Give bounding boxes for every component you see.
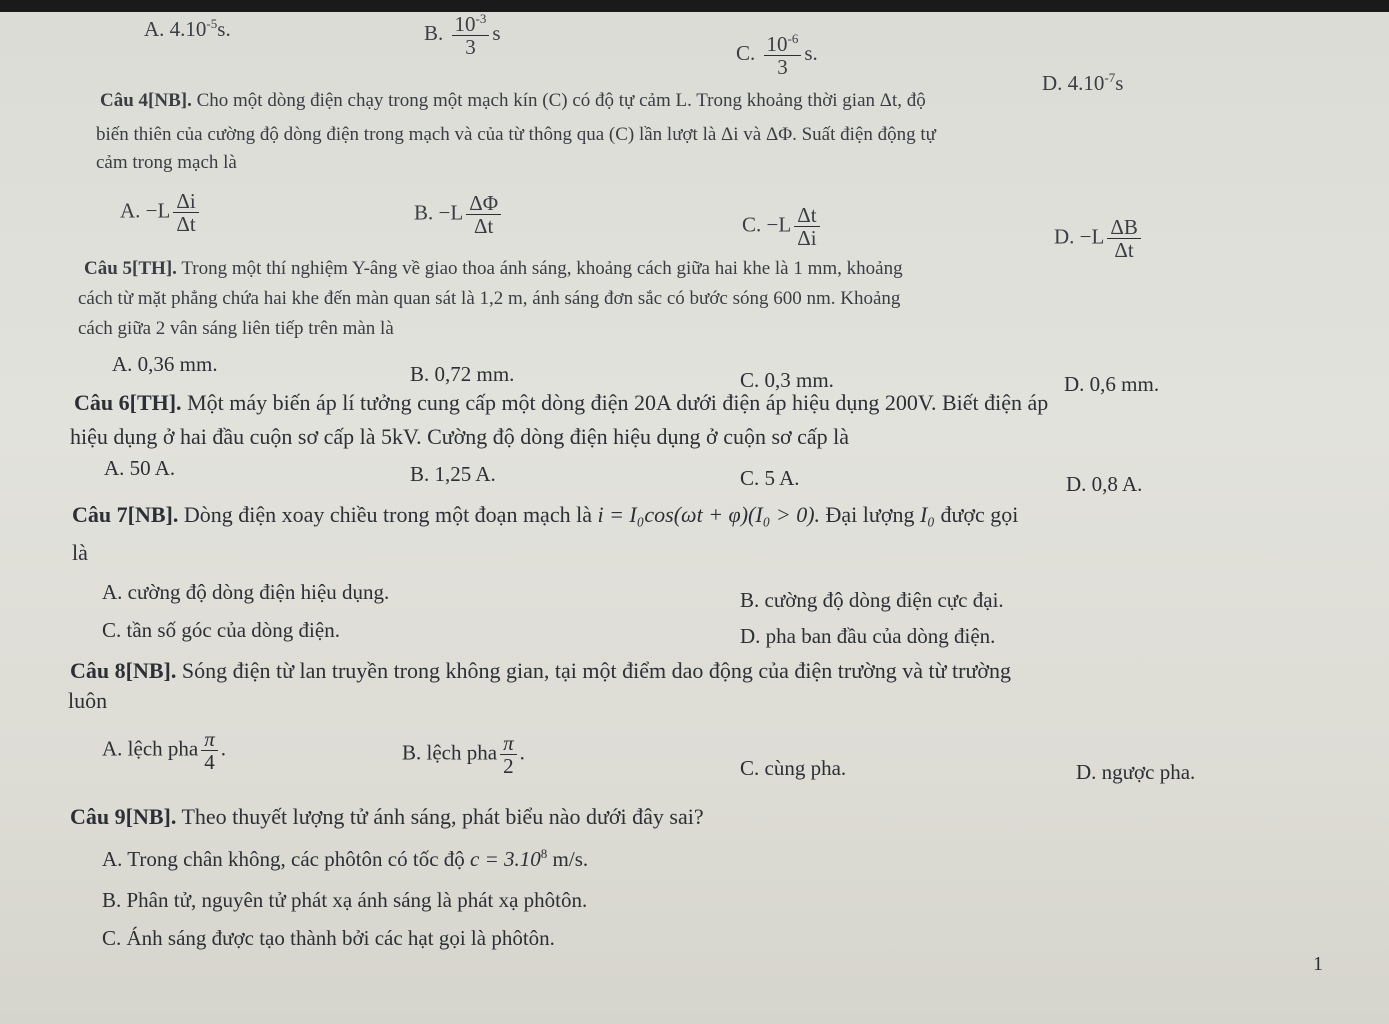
q8-line-1: Câu 8[NB]. Sóng điện từ lan truyền trong không gian, tại một điểm dao động của điện trường và từ trường [70,658,1012,683]
q5-line-2: cách từ mặt phẳng chứa hai khe đến màn quan sát là 1,2 m, ánh sáng đơn sắc có bước sóng 600 nm. Khoảng [78,288,901,309]
q9-option-a: A. Trong chân không, các phôtôn có tốc độ $c = 3.10^8$ m/s. [102,846,589,871]
q4-option-a: A. −L $\frac{\Delta i}{\Delta t}$ [120,190,202,235]
q4-option-d: D. −L $\frac{\Delta B}{\Delta t}$ [1054,216,1144,261]
exam-page [0,12,1389,1024]
q5-option-b: B. 0,72 mm. [410,362,515,386]
q6-option-a: A. 50 A. [104,456,176,480]
q5-option-a: A. 0,36 mm. [112,352,218,376]
q9-line-1: Câu 9[NB]. Theo thuyết lượng tử ánh sáng, phát biểu nào dưới đây sai? [70,804,704,829]
q5-option-d: D. 0,6 mm. [1064,372,1160,396]
q8-option-d: D. ngược pha. [1076,760,1196,784]
q7-line-1: Câu 7[NB]. Dòng điện xoay chiều trong một đoạn mạch là i = I₀cos(ωt + φ)(I₀ > 0). Đại lượng I₀ được gọi [72,502,1019,527]
q4-line-2: biến thiên của cường độ dòng điện trong mạch và của từ thông qua (C) lần lượt là Δi và ΔΦ. Suất điện động tự [96,124,936,145]
q5-line-3: cách giữa 2 vân sáng liên tiếp trên màn là [78,318,394,339]
q9-option-b: B. Phân tử, nguyên tử phát xạ ánh sáng là phát xạ phôtôn. [102,888,588,912]
q4-option-c: C. −L $\frac{\Delta t}{\Delta i}$ [742,204,823,249]
q7-formula: i = I₀cos(ωt + φ)(I₀ > 0). [597,502,821,527]
q3-option-c: C. $\frac{10^{-6}}{3}$ s. [736,31,818,80]
q6-option-d: D. 0,8 A. [1066,472,1143,496]
q5-option-c: C. 0,3 mm. [740,368,834,392]
q4-option-b: B. −L $\frac{\Delta\Phi}{\Delta t}$ [414,192,504,237]
q7-option-d: D. pha ban đầu của dòng điện. [740,624,996,648]
q8-option-a: A. lệch pha $\frac{\pi}{4}$ . [102,727,226,775]
q9-option-c: C. Ánh sáng được tạo thành bởi các hạt gọi là phôtôn. [102,926,555,950]
q6-option-c: C. 5 A. [740,466,800,490]
q4-line-1: Câu 4[NB]. Cho một dòng điện chạy trong một mạch kín (C) có độ tự cảm L. Trong khoảng thời gian Δt, độ [100,90,926,111]
q7-option-b: B. cường độ dòng điện cực đại. [740,588,1004,612]
q3-option-d: D. $4.10^{-7}s$ [1042,70,1124,95]
q8-line-2: luôn [68,688,108,713]
q6-line-2: hiệu dụng ở hai đầu cuộn sơ cấp là 5kV. Cường độ dòng điện hiệu dụng ở cuộn sơ cấp là [70,424,850,449]
q6-line-1: Câu 6[TH]. Một máy biến áp lí tưởng cung cấp một dòng điện 20A dưới điện áp hiệu dụng 200V. Biết điện áp [74,390,1049,415]
q7-option-c: C. tần số góc của dòng điện. [102,618,340,642]
q3-option-b: B. $\frac{10^{-3}}{3}$ s [424,12,501,60]
page-number: 1 [1313,953,1323,975]
q8-option-c: C. cùng pha. [740,756,847,780]
q6-option-b: B. 1,25 A. [410,462,496,486]
q7-line-2: là [72,540,88,565]
q7-option-a: A. cường độ dòng điện hiệu dụng. [102,580,390,604]
q4-line-3: cảm trong mạch là [96,152,237,173]
q3-option-a: A. $4.10^{-5}s$. [144,16,231,41]
q8-option-b: B. lệch pha $\frac{\pi}{2}$ . [402,731,525,779]
q5-line-1: Câu 5[TH]. Trong một thí nghiệm Y-âng về giao thoa ánh sáng, khoảng cách giữa hai khe là 1 mm, khoảng [84,258,903,279]
